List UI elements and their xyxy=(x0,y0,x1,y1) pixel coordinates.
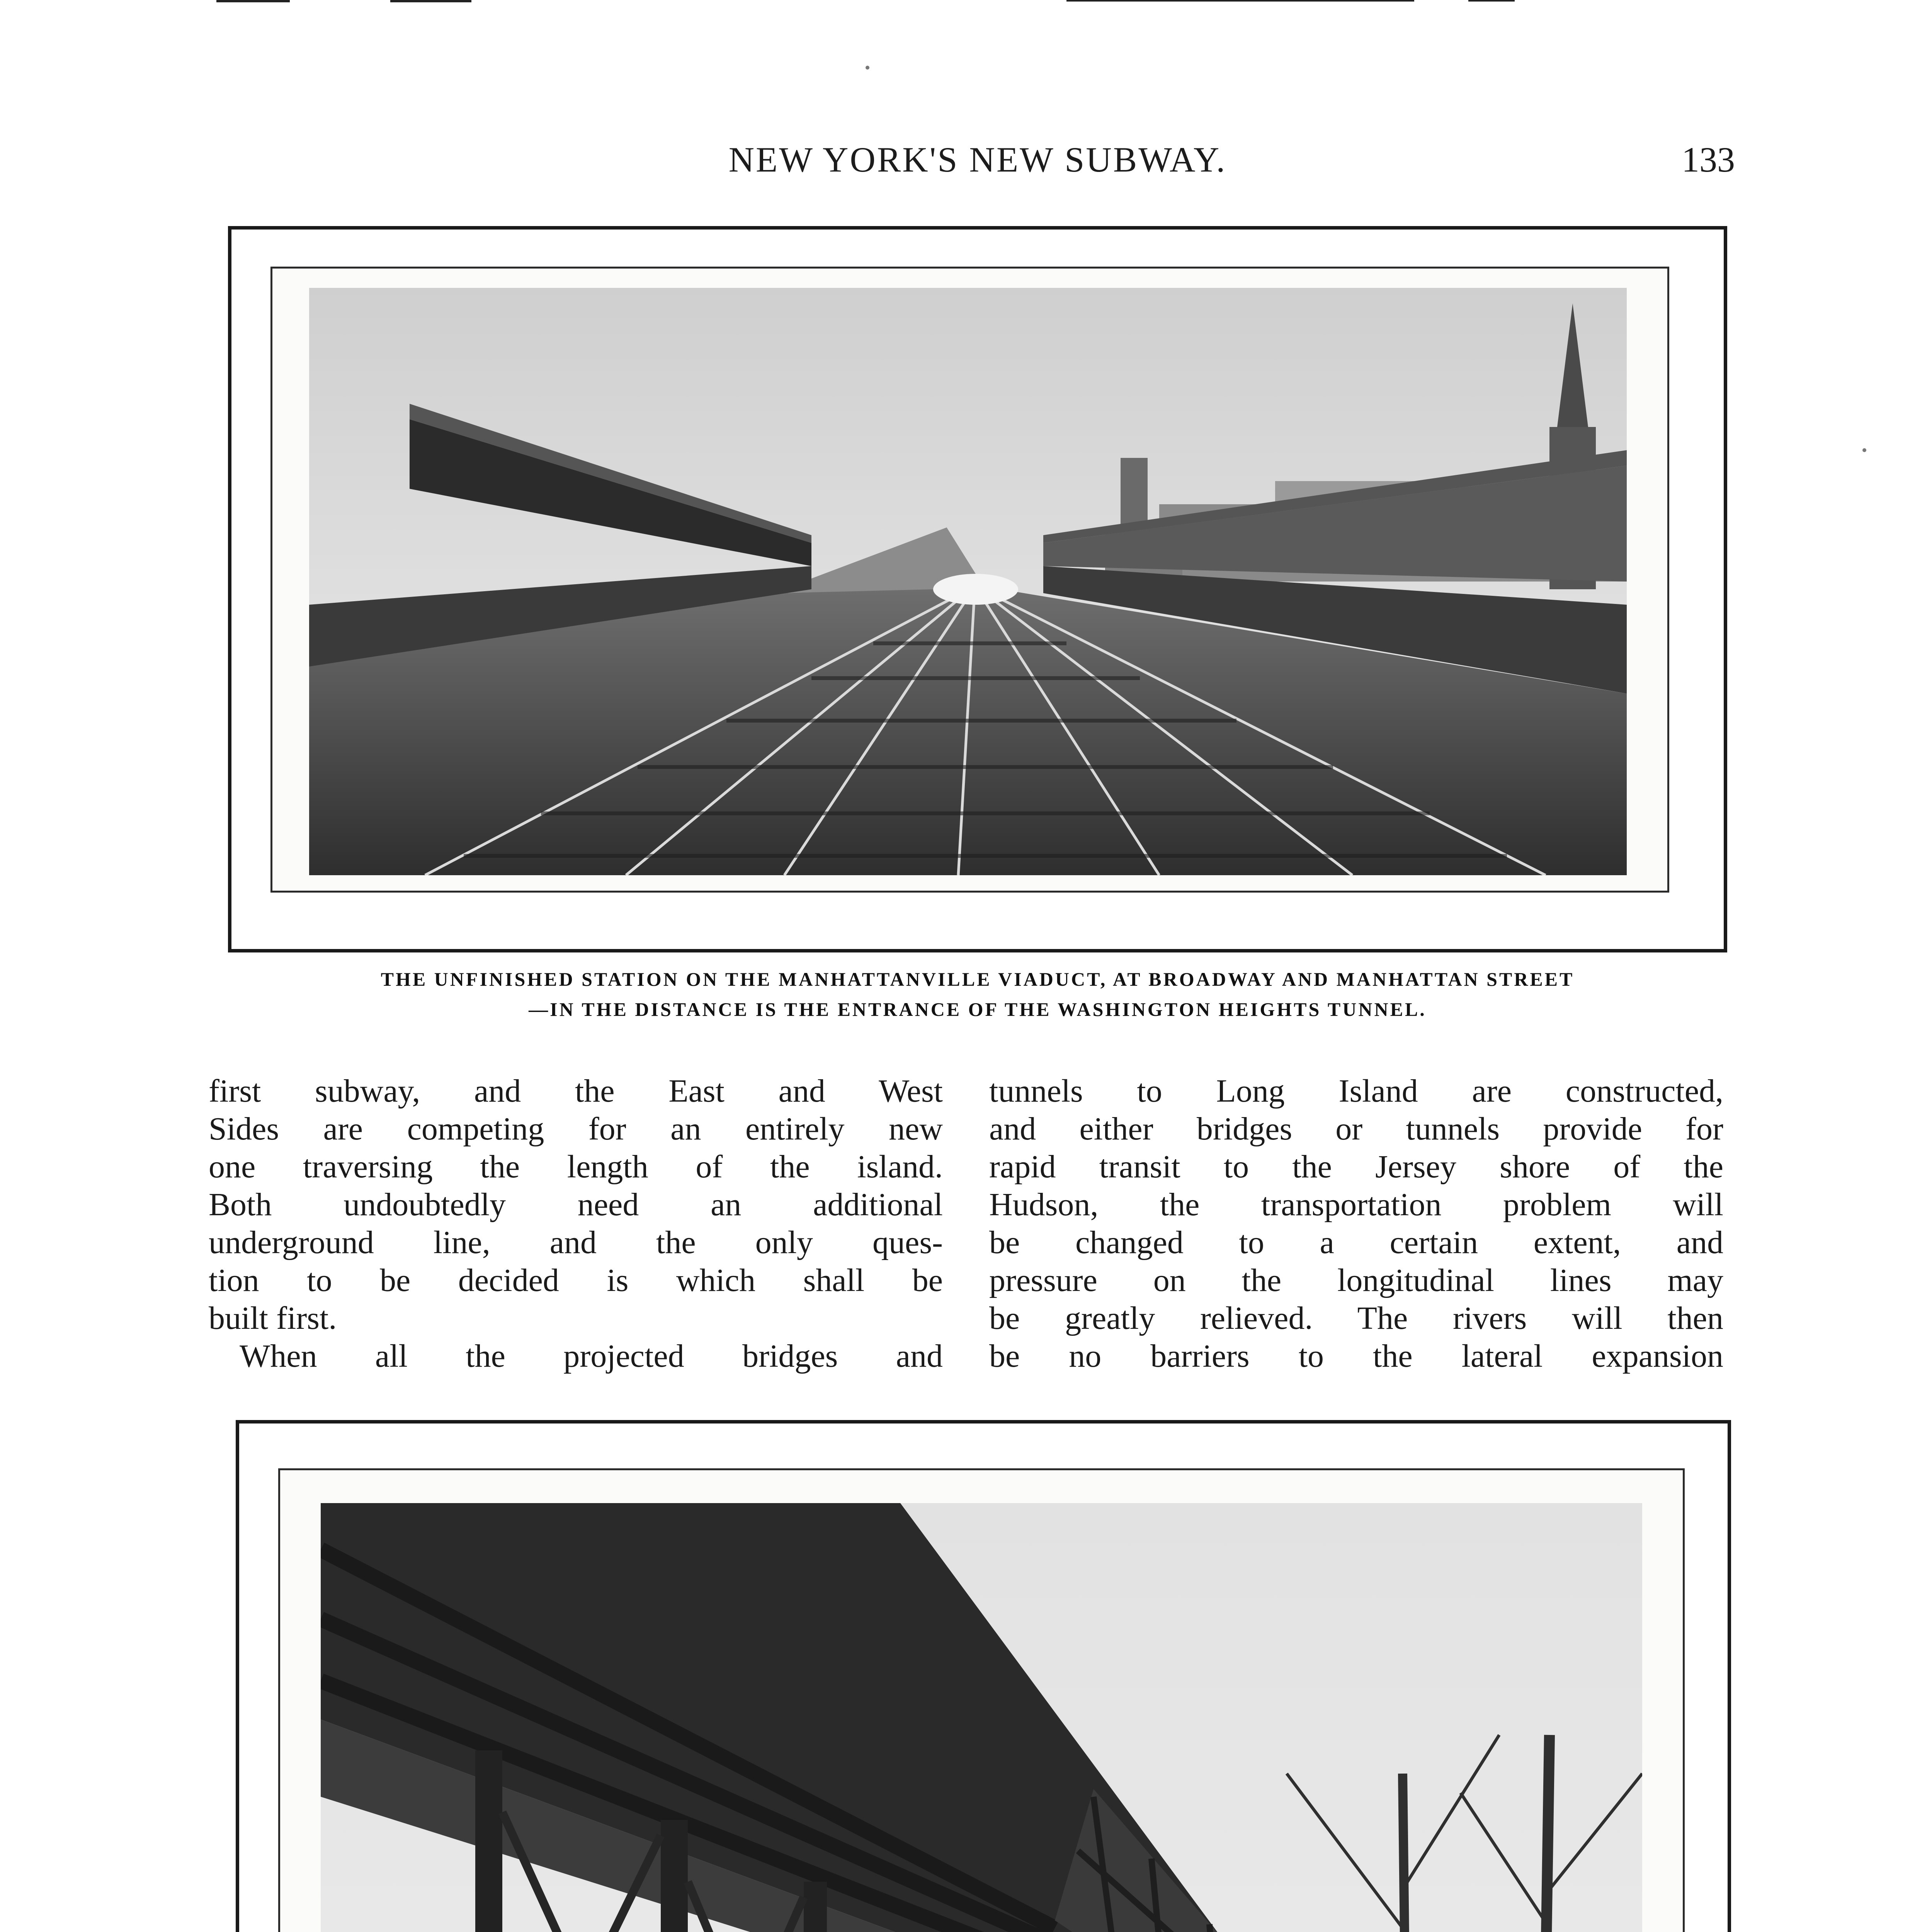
caption-line: —IN THE DISTANCE IS THE ENTRANCE OF THE WASHINGTON HEIGHTS TUNNEL. xyxy=(529,998,1427,1020)
figure-2-photo xyxy=(321,1503,1642,1932)
text-line: Sides are competing for an entirely new xyxy=(209,1111,943,1147)
viaduct-station-photo xyxy=(309,288,1627,875)
scan-artifact xyxy=(1468,0,1515,2)
text-line: be no barriers to the lateral expansion xyxy=(989,1338,1723,1374)
great-viaduct-photo xyxy=(321,1503,1642,1932)
text-line: Hudson, the transportation problem will xyxy=(989,1187,1723,1223)
text-line: rapid transit to the Jersey shore of the xyxy=(989,1149,1723,1185)
text-column-left xyxy=(209,1072,943,1375)
scan-artifact xyxy=(390,0,471,2)
text-column-right xyxy=(989,1072,1723,1375)
text-line: one traversing the length of the island. xyxy=(209,1149,943,1185)
text-line: be greatly relieved. The rivers will then xyxy=(989,1300,1723,1336)
caption-line: THE UNFINISHED STATION ON THE MANHATTANVILLE VIADUCT, AT BROADWAY AND MANHATTAN STREET xyxy=(381,968,1575,990)
text-line: underground line, and the only ques- xyxy=(209,1225,943,1260)
text-line: tion to be decided is which shall be xyxy=(209,1262,943,1298)
text-line: be changed to a certain extent, and xyxy=(989,1225,1723,1260)
text-line: first subway, and the East and West xyxy=(209,1073,943,1109)
figure-1-caption xyxy=(216,964,1739,1024)
text-line: tunnels to Long Island are constructed, xyxy=(989,1073,1723,1109)
scan-artifact xyxy=(216,0,290,2)
text-line: Both undoubtedly need an additional xyxy=(209,1187,943,1223)
page-number: 133 xyxy=(1682,140,1735,179)
scan-speck xyxy=(1862,448,1866,452)
scan-artifact xyxy=(1066,0,1414,2)
running-title: NEW YORK'S NEW SUBWAY. xyxy=(728,140,1227,179)
text-line: When all the projected bridges and xyxy=(240,1338,943,1374)
text-line: pressure on the longitudinal lines may xyxy=(989,1262,1723,1298)
scan-speck xyxy=(866,66,869,70)
text-line: and either bridges or tunnels provide for xyxy=(989,1111,1723,1147)
figure-1-photo xyxy=(309,288,1627,875)
text-line: built first. xyxy=(209,1300,337,1336)
